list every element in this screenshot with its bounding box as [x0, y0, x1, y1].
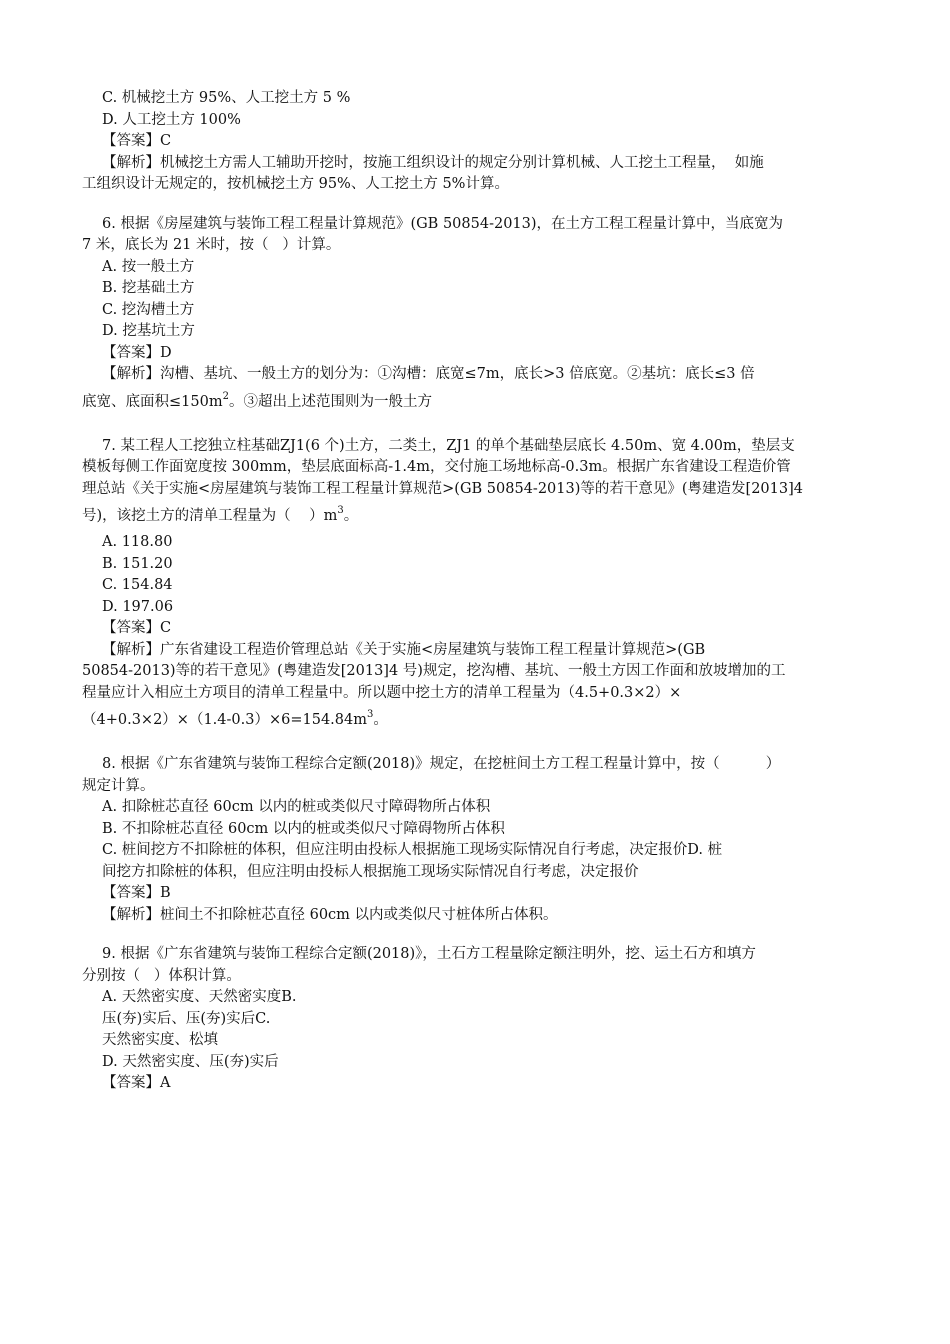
q5-analysis-line-2: 工组织设计无规定的，按机械挖土方 95%、人工挖土方 5%计算。	[82, 176, 509, 192]
q7-analysis-superscript: 3	[367, 709, 374, 720]
q7-stem-line-1: 7. 某工程人工挖独立柱基础ZJ1(6 个)土方，二类土，ZJ1 的单个基础垫层底长 4.50m、宽 4.00m，垫层支	[102, 437, 795, 454]
q8-stem-line-2: 规定计算。	[82, 777, 155, 794]
q9-option-line-3: 天然密实度、松填	[102, 1032, 218, 1048]
q7-analysis-text-a: （4+0.3×2）×（1.4-0.3）×6=154.84m	[82, 712, 367, 728]
q6-analysis-text-b: 。③超出上述范围则为一般土方	[228, 393, 432, 410]
q6-stem-line-2: 7 米，底长为 21 米时，按（ ）计算。	[82, 237, 341, 253]
q8-option-a: A. 扣除桩芯直径 60cm 以内的桩或类似尺寸障碍物所占体积	[102, 799, 491, 815]
q5-analysis-line-1: 【解析】机械挖土方需人工辅助开挖时，按施工组织设计的规定分别计算机械、人工挖土工程量， 如施	[102, 154, 764, 171]
q9-option-line-1: A. 天然密实度、天然密实度B.	[102, 989, 297, 1005]
q5-option-d: D. 人工挖土方 100%	[102, 111, 241, 128]
q7-stem-text-a: 号)，该挖土方的清单工程量为（ ）m	[82, 508, 338, 524]
q8-option-b: B. 不扣除桩芯直径 60cm 以内的桩或类似尺寸障碍物所占体积	[102, 820, 505, 837]
spacer	[82, 196, 868, 214]
q8-analysis: 【解析】桩间土不扣除桩芯直径 60cm 以内或类似尺寸桩体所占体积。	[102, 906, 558, 923]
q7-stem-line-3: 理总站《关于实施<房屋建筑与装饰工程工程量计算规范>(GB 50854-2013)等的若干意见》(粤建造发[2013]4	[82, 480, 803, 497]
q7-stem-superscript: 3	[337, 505, 344, 516]
spacer	[82, 418, 868, 436]
q8-answer: 【答案】B	[102, 885, 171, 901]
q7-analysis-text-b: 。	[373, 712, 388, 728]
spacer	[82, 736, 868, 754]
q7-analysis-line-3: 程量应计入相应土方项目的清单工程量中。所以题中挖土方的清单工程量为（4.5+0.3×2）×	[82, 684, 682, 701]
q7-option-c: C. 154.84	[102, 577, 173, 593]
q5-answer: 【答案】C	[102, 133, 172, 149]
q6-analysis-line-1: 【解析】沟槽、基坑、一般土方的划分为：①沟槽：底宽≤7m，底长>3 倍底宽。②基坑：底长≤3 倍	[102, 366, 755, 382]
q6-option-b: B. 挖基础土方	[102, 280, 195, 296]
q7-analysis-line-1: 【解析】广东省建设工程造价管理总站《关于实施<房屋建筑与装饰工程工程量计算规范>(GB	[102, 641, 706, 658]
q8-stem-line-1: 8. 根据《广东省建筑与装饰工程综合定额(2018)》规定，在挖桩间土方工程工程量计算中，按（ ）	[102, 756, 781, 772]
q7-option-d: D. 197.06	[102, 598, 174, 615]
spacer	[82, 926, 868, 944]
q7-answer: 【答案】C	[102, 620, 172, 636]
q7-option-a: A. 118.80	[102, 534, 173, 550]
q7-analysis-line-2: 50854-2013)等的若干意见》(粤建造发[2013]4 号)规定，挖沟槽、基坑、一般土方因工作面和放坡增加的工	[82, 663, 786, 679]
q7-option-b: B. 151.20	[102, 555, 173, 572]
q8-option-c-continued: 间挖方扣除桩的体积，但应注明由投标人根据施工现场实际情况自行考虑，决定报价	[102, 863, 639, 880]
q7-analysis-line-4	[82, 704, 868, 736]
q6-option-d: D. 挖基坑土方	[102, 323, 195, 339]
q5-option-c: C. 机械挖土方 95%、人工挖土方 5 %	[102, 90, 351, 106]
q9-option-line-2: 压(夯)实后、压(夯)实后C.	[102, 1010, 271, 1027]
q7-stem-line-2: 模板每侧工作面宽度按 300mm，垫层底面标高-1.4m，交付施工场地标高-0.3m。根据广东省建设工程造价管	[82, 459, 791, 475]
q6-option-c: C. 挖沟槽土方	[102, 301, 195, 318]
q9-answer: 【答案】A	[102, 1075, 171, 1091]
q6-answer: 【答案】D	[102, 344, 172, 361]
q6-analysis-superscript: 2	[222, 390, 229, 402]
q9-stem-line-2: 分别按（ ）体积计算。	[82, 967, 241, 984]
q6-analysis-line-2	[82, 386, 868, 418]
q6-option-a: A. 按一般土方	[102, 258, 195, 275]
q7-stem-text-b: 。	[343, 508, 359, 524]
q6-stem-line-1: 6. 根据《房屋建筑与装饰工程工程量计算规范》(GB 50854-2013)，在土方工程工程量计算中，当底宽为	[102, 215, 784, 232]
q9-option-line-4: D. 天然密实度、压(夯)实后	[102, 1053, 279, 1070]
q8-option-c: C. 桩间挖方不扣除桩的体积，但应注明由投标人根据施工现场实际情况自行考虑，决定报价D. 桩	[102, 842, 723, 858]
q9-stem-line-1: 9. 根据《广东省建筑与装饰工程综合定额(2018)》，土石方工程量除定额注明外，挖、运土石方和填方	[102, 946, 756, 962]
q7-stem-line-4	[82, 500, 868, 532]
document-page	[82, 88, 868, 1095]
q6-analysis-text-a: 底宽、底面积≤150m	[82, 393, 223, 410]
